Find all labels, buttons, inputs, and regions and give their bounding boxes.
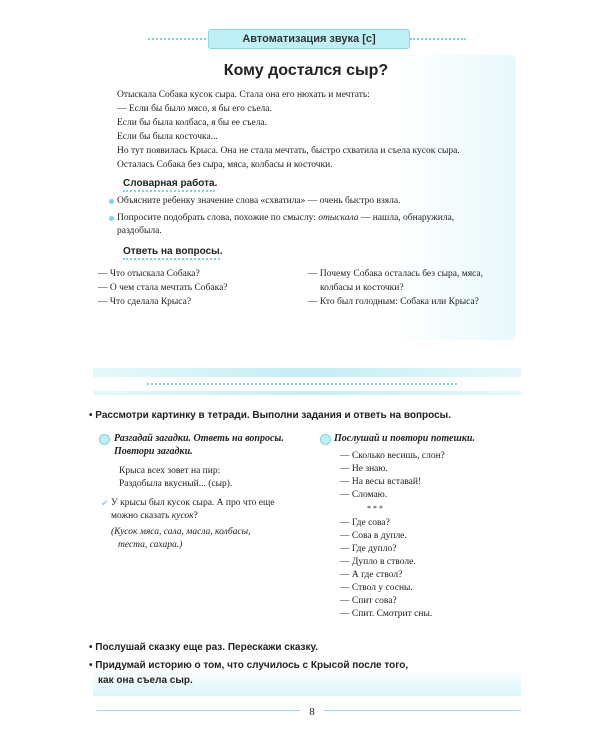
poem1-line: — Не знаю. xyxy=(340,464,388,474)
story-text xyxy=(117,88,512,172)
riddle-line-2: Раздобыла вкусный... (сыр). xyxy=(119,479,233,489)
questions-heading: Ответь на вопросы. xyxy=(123,246,222,257)
bullet-icon xyxy=(109,216,114,221)
circle-bullet-icon xyxy=(320,434,331,445)
questions-heading-text: Ответь на вопросы xyxy=(123,246,220,260)
poem1-line: — На весы вставай! xyxy=(340,477,422,487)
poem2-line: — А где ствол? xyxy=(340,570,403,580)
separator-dots xyxy=(147,383,457,385)
riddle-heading-1: Разгадай загадки. Ответь на вопросы. xyxy=(114,433,284,444)
answer-line-2: теста, сахара.) xyxy=(118,540,183,550)
poems-heading: Послушай и повтори потешки. xyxy=(334,433,475,444)
poem2-line: — Спит. Смотрит сны. xyxy=(340,609,433,619)
story-line: — Если бы было мясо, я бы его съела. xyxy=(117,104,272,114)
check-icon: ✔ xyxy=(101,498,109,508)
final-task-2-text: Придумай историю о том, что случилось с Крысой после того, xyxy=(95,660,409,671)
poem2-line: — Где дупло? xyxy=(340,544,397,554)
story-line: Осталась Собака без сыра, мяса, колбасы и косточки. xyxy=(117,160,333,170)
poem2-line: — Где сова? xyxy=(340,518,390,528)
poem1-line: — Сколько весишь, слон? xyxy=(340,451,445,461)
circle-bullet-icon xyxy=(99,434,110,445)
task-main-text: Рассмотри картинку в тетради. Выполни задания и ответь на вопросы xyxy=(95,410,449,421)
ask-line-2-text: можно сказать xyxy=(111,511,172,521)
final-task-1-text: Послушай сказку еще раз. Перескажи сказку xyxy=(95,642,316,653)
ask-line-1: У крысы был кусок сыра. А про что еще xyxy=(111,498,275,508)
question-right-1b: колбасы и косточки? xyxy=(320,283,404,293)
story-line: Если бы была колбаса, я бы ее съела. xyxy=(117,118,268,128)
header-title: Автоматизация звука [с] xyxy=(208,29,410,49)
story-title: Кому достался сыр? xyxy=(223,62,389,79)
poem2-line: — Сова в дупле. xyxy=(340,531,407,541)
poem2-line: — Дупло в стволе. xyxy=(340,557,416,567)
question-left-2: — О чем стала мечтать Собака? xyxy=(98,283,228,293)
separator-band xyxy=(93,368,521,377)
story-line: Но тут появилась Крыса. Она не стала мечтать, быстро схватила и съела кусок сыра. xyxy=(117,146,460,156)
ask-line-2-end: ? xyxy=(193,511,198,521)
story-line: Если бы была косточка... xyxy=(117,132,218,142)
question-right-2: — Кто был голодным: Собака или Крыса? xyxy=(308,297,479,307)
story-line: Отыскала Собака кусок сыра. Стала она его нюхать и мечтать: xyxy=(117,90,370,100)
final-task-2-text-end: как она съела сыр xyxy=(98,675,191,686)
riddle-heading-2: Повтори загадки. xyxy=(114,446,193,457)
separator-band-thin xyxy=(93,391,521,395)
poem2-line: — Спит сова? xyxy=(340,596,397,606)
final-task-2-line2: как она съела сыр. xyxy=(98,675,193,686)
poem1-line: — Сломаю. xyxy=(340,490,388,500)
bullet-icon xyxy=(109,199,114,204)
vocab-heading-text: Словарная работа xyxy=(123,178,215,192)
header-dots-left xyxy=(148,38,206,40)
final-task-1: • Послушай сказку еще раз. Перескажи сказку. xyxy=(89,642,318,653)
riddle-line-1: Крыса всех зовет на пир: xyxy=(119,466,221,476)
vocab-item-2-italic: отыскала xyxy=(318,213,359,223)
question-left-3: — Что сделала Крыса? xyxy=(98,297,192,307)
final-task-2: • Придумай историю о том, что случилось с Крысой после того, xyxy=(89,660,409,671)
answer-line-1: (Кусок мяса, сала, масла, колбасы, xyxy=(111,527,251,537)
question-right-1: — Почему Собака осталась без сыра, мяса, xyxy=(308,269,484,279)
vocab-item-2-text-end: — нашла, обнаружила, xyxy=(358,213,455,223)
task-main: • Рассмотри картинку в тетради. Выполни задания и ответь на вопросы. xyxy=(89,410,451,421)
stars-separator: * * * xyxy=(367,504,383,513)
vocab-item-2-text: Попросите подобрать слова, похожие по смыслу: xyxy=(117,213,319,223)
ask-line-2 xyxy=(111,510,198,523)
poem2-line: — Ствол у сосны. xyxy=(340,583,413,593)
vocab-item-2-line2: раздобыла. xyxy=(117,226,162,236)
ask-line-2-italic: кусок xyxy=(171,511,194,521)
vocab-item-1: Объясните ребенку значение слова «схватила» — очень быстро взяла. xyxy=(117,196,401,206)
vocab-heading: Словарная работа. xyxy=(123,178,217,189)
page-number: 8 xyxy=(300,706,324,718)
vocab-item-2 xyxy=(117,212,512,225)
header-dots-right xyxy=(410,38,466,40)
question-left-1: — Что отыскала Собака? xyxy=(98,269,200,279)
